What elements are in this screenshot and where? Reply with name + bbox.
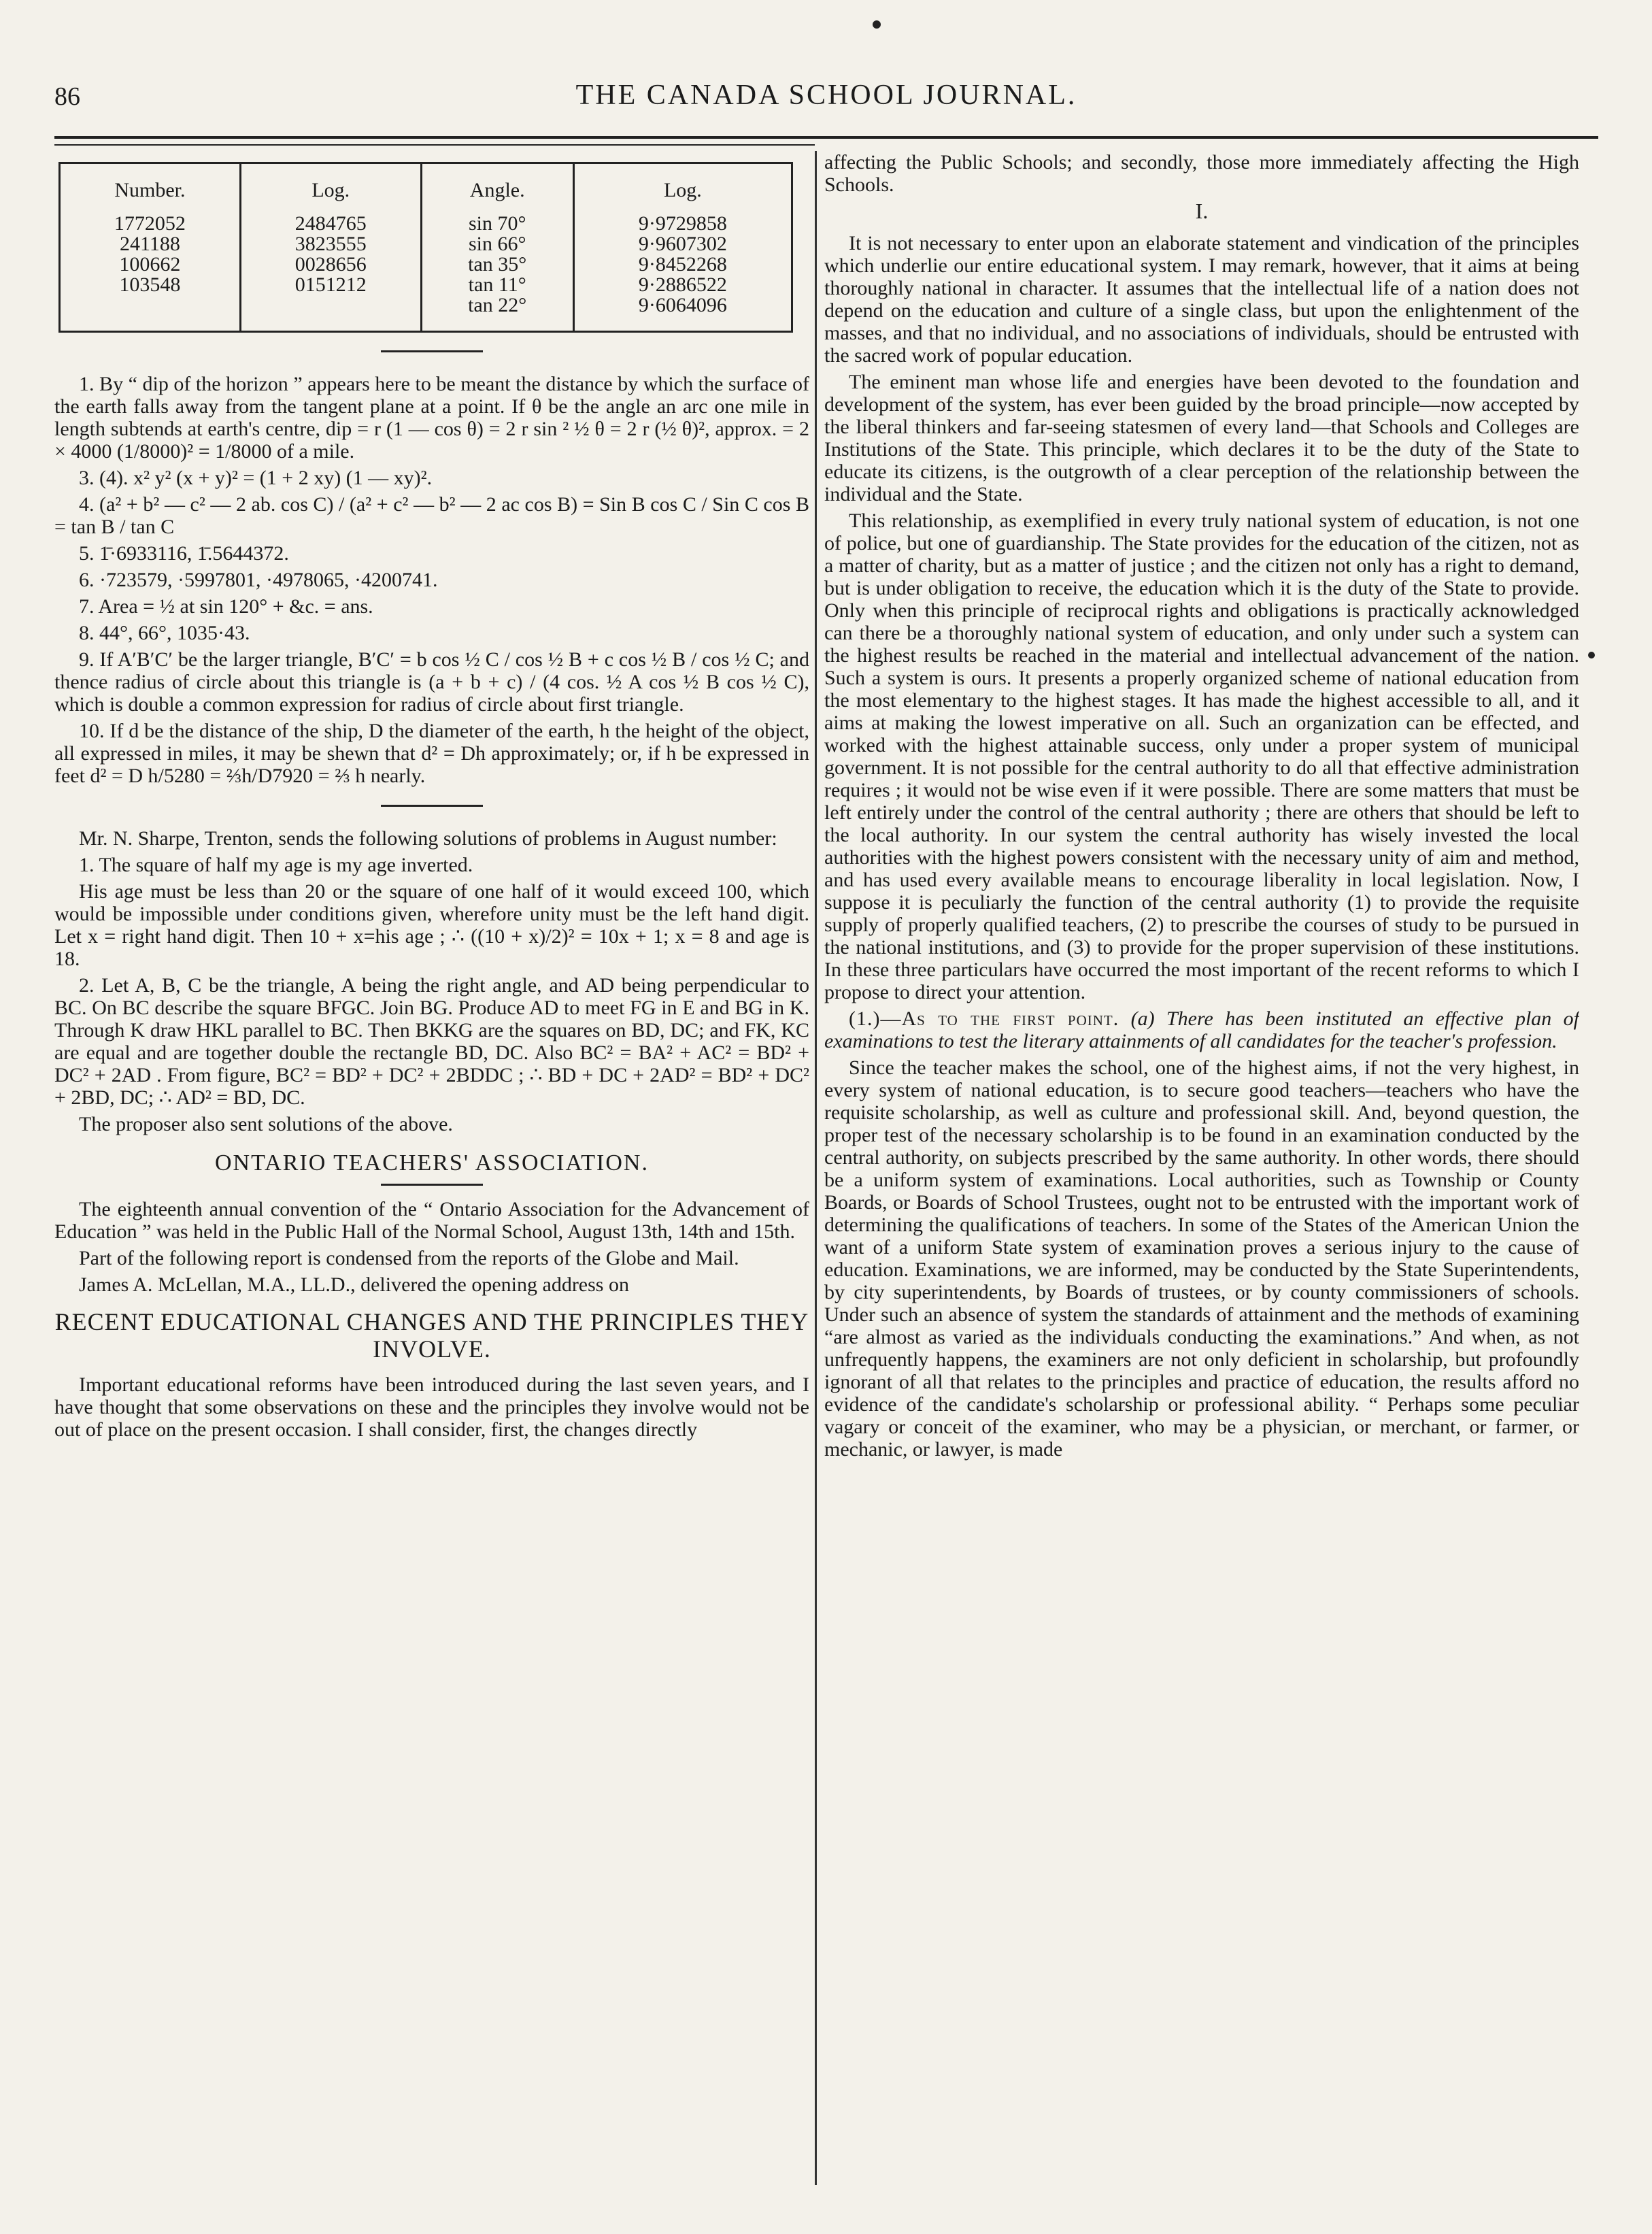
body-paragraph: This relationship, as exemplified in every truly national system of education, is not one of police, but one of guardianship. The State provides for the education of the citizen, not as a matter of charity, but as a matter of justice ; and the citizen not only has a right to demand, but is under obligation to receive, the education which it is the duty of the State to provide. Only when this principle of reciprocal rights and obligations is practically acknowledged can there be a thoroughly national system of education, and only under such a system can the highest results be reached in the material and intellectual advancement of the nation. Such a system is ours. It presents a properly organized scheme of national education from the most elementary to the highest stages. It has made the highest accessible to all, and it aims at making the lowest imperative on all. Such an organization can be effected, and worked with the highest attainable success, only under a proper system of municipal government. It is not possible for the central authority to do all that effective administration requires ; it would not be wise even if it were possible. There are some matters that must be left entirely under the control of the central authority ; there are others that should be left to the local authority. In our system the central authority has wisely invested the local authorities with the highest powers consistent with the necessary unity of aim and method, and has used every available means to encourage liberality in local legislation. Now, I suppose it is peculiarly the function of the central authority (1) to provide the requisite supply of properly qualified teachers, (2) to prescribe the courses of study to be pursued in the national institutions, and (3) to provide for the proper supervision of these institutions. In these three particulars have occurred the most important of the recent reforms to which I propose to direct your attention. [824, 510, 1579, 1003]
ota-paragraph: Part of the following report is condensed from the reports of the Globe and Mail. [79, 1247, 739, 1269]
table-cell: tan 22° [421, 295, 573, 332]
table-header-cell: Log. [240, 163, 421, 214]
table-row [60, 254, 792, 275]
sharpe-paragraph: 2. Let A, B, C be the triangle, A being the right angle, and AD being perpendicular to BC. On BC describe the square BFGC. Join BG. Produce AD to meet FG in E and BG in K. Through K draw HKL parallel to BC. Then BKKG are the squares on BD, DC; and FK, KC are equal and are together double the rectangle BD, DC. Also BC² = BA² + AC² = BD² + DC² + 2AD . From figure, BC² = BD² + DC² + 2BDDC ; ∴ BD + DC + 2AD² = BD² + DC² + 2BD, DC; ∴ AD² = BD, DC. [54, 974, 809, 1109]
column-divider [815, 151, 817, 2185]
solution-paragraph: 8. 44°, 66°, 1035·43. [79, 622, 250, 644]
body-paragraph: It is not necessary to enter upon an elaborate statement and vindication of the principles which underlie our entire educational system. I may remark, however, that it aims at being thoroughly national in character. It assumes that the intellectual life of a nation does not depend on the education and culture of a single class, but upon the enlightenment of the masses, and that no individual, and no associations of individuals, should be entrusted with the sacred work of popular education. [824, 232, 1579, 367]
table-cell: sin 66° [421, 234, 573, 254]
sharpe-paragraph: Mr. N. Sharpe, Trenton, sends the following solutions of problems in August number: [79, 827, 777, 850]
solution-paragraph: 3. (4). x² y² (x + y)² = (1 + 2 xy) (1 — xy)². [79, 467, 433, 489]
table-header-cell: Number. [114, 179, 186, 201]
table-header-cell: Angle. [421, 163, 573, 214]
solution-paragraph: 5. 1̄·6933116, 1̄.5644372. [79, 542, 289, 565]
table-cell: 9·6064096 [573, 295, 792, 332]
table-cell: tan 35° [421, 254, 573, 275]
section-separator [381, 350, 483, 352]
page-number: 86 [54, 82, 80, 111]
address-intro: Important educational reforms have been introduced during the last seven years, and I have thought that some observations on these and the principles they involve would not be out of place on the present occasion. I shall consider, first, the changes directly [54, 1373, 809, 1441]
left-column [54, 151, 809, 2185]
log-table [58, 162, 793, 333]
table-row [60, 214, 792, 234]
table-row [60, 275, 792, 295]
table-cell: 9·9607302 [573, 234, 792, 254]
section-separator [381, 1184, 483, 1186]
table-cell: 9·8452268 [573, 254, 792, 275]
table-cell: tan 11° [421, 275, 573, 295]
table-cell: 1772052 [114, 212, 186, 235]
table-header-cell: Log. [573, 163, 792, 214]
solution-paragraph: 9. If A′B′C′ be the larger triangle, B′C′ = b cos ½ C / cos ½ B + c cos ½ B / cos ½ C; and thence radius of circle about this triangle is (a + b + c) / (4 cos. ½ A cos ½ B cos ½ C), which is double a common expression for radius of circle about first triangle. [54, 648, 809, 716]
sharpe-paragraph: The proposer also sent solutions of the above. [79, 1113, 453, 1135]
solution-paragraph: 7. Area = ½ at sin 120° + &c. = ans. [79, 595, 373, 618]
section-separator [381, 805, 483, 807]
table-cell [60, 295, 241, 332]
header-rule-bottom [54, 144, 815, 146]
log-table-header [60, 163, 792, 214]
solution-paragraph: 6. ·723579, ·5997801, ·4978065, ·4200741. [79, 569, 438, 591]
table-cell: 103548 [119, 273, 181, 296]
table-row [60, 295, 792, 332]
roman-numeral-heading: I. [1195, 199, 1209, 223]
table-cell: 100662 [119, 253, 181, 276]
ink-speck-margin [1588, 652, 1595, 658]
address-title: RECENT EDUCATIONAL CHANGES AND THE PRINCIPLES THEY INVOLVE. [54, 1308, 809, 1363]
table-cell: 3823555 [240, 234, 421, 254]
point-italic-statement: (a) There has been instituted an effective plan of examinations to test the literary attainments of all candidates for the teacher's profession. [824, 1007, 1579, 1052]
right-column [824, 151, 1579, 2185]
section-heading-ota: ONTARIO TEACHERS' ASSOCIATION. [215, 1150, 649, 1176]
sharpe-paragraph: 1. The square of half my age is my age inverted. [79, 854, 473, 876]
table-row [60, 234, 792, 254]
table-cell [240, 295, 421, 332]
table-cell: 2484765 [240, 214, 421, 234]
ota-paragraph: James A. McLellan, M.A., LL.D., delivered the opening address on [79, 1273, 629, 1296]
sharpe-paragraph: His age must be less than 20 or the square of one half of it would exceed 100, which would be impossible under conditions given, wherefore unity must be the left hand digit. Let x = right hand digit. Then 10 + x=his age ; ∴ ((10 + x)/2)² = 10x + 1; x = 8 and age is 18. [54, 880, 809, 970]
ink-speck-top [873, 20, 881, 29]
table-cell: 0151212 [240, 275, 421, 295]
table-cell: sin 70° [421, 214, 573, 234]
continuation-paragraph: affecting the Public Schools; and secondly, those more immediately affecting the High Schools. [824, 151, 1579, 196]
solution-paragraph: 1. By “ dip of the horizon ” appears here to be meant the distance by which the surface of the earth falls away from the tangent plane at a point. If θ be the angle an arc one mile in length subtends at earth's centre, dip = r (1 — cos θ) = 2 r sin ² ½ θ = 2 r (½ θ)², approx. = 2 × 4000 (1/8000)² = 1/8000 of a mile. [54, 373, 809, 463]
body-paragraph: Since the teacher makes the school, one of the highest aims, if not the very highest, in every system of national education, is to secure good teachers—teachers who have the requisite scholarship, as well as culture and professional skill. And, beyond question, the proper test of the necessary scholarship is to be found in an examination conducted by the central authority, on subjects prescribed by the same authority. In other words, there should be a uniform system of examinations. Local authorities, such as Township or County Boards, or Boards of School Trustees, ought not to be entrusted with the important work of determining the qualifications of teachers. In some of the States of the American Union the want of a uniform State system of examination proves a serious injury to the cause of education. Examinations, we are informed, may be conducted by the State Superintendents, by city superintendents, by Boards of trustees, or by county commissioners of schools. Under such an absence of system the standards of attainment and the methods of examining “are almost as varied as the individuals conducting the examinations.” And when, as not unfrequently happens, the examiners are not only deficient in scholarship, but profoundly ignorant of all that relates to the principles and practice of education, the results afford no evidence of the candidate's scholarship or professional ability. “ Perhaps some peculiar vagary or conceit of the examiner, who may be a physician, or merchant, or farmer, or mechanic, or lawyer, is made [824, 1056, 1579, 1461]
header-rule-top [54, 136, 1598, 139]
table-cell: 0028656 [240, 254, 421, 275]
ota-paragraph: The eighteenth annual convention of the “ Ontario Association for the Advancement of Education ” was held in the Public Hall of the Normal School, August 13th, 14th and 15th. [54, 1198, 809, 1243]
point-lead: (1.)—As to the first point. [849, 1007, 1119, 1030]
table-cell: 241188 [119, 233, 180, 255]
point-paragraph [824, 1007, 1579, 1052]
solution-paragraph: 4. (a² + b² — c² — 2 ab. cos C) / (a² + c² — b² — 2 ac cos B) = Sin B cos C / Sin C cos B = tan B / tan C [54, 493, 809, 538]
solution-paragraph: 10. If d be the distance of the ship, D the diameter of the earth, h the height of the object, all expressed in miles, it may be shewn that d² = Dh approximately; or, if h be expressed in feet d² = D h/5280 = ⅔h/D7920 = ⅔ h nearly. [54, 720, 809, 787]
page-header [54, 73, 1598, 121]
table-cell: 9·2886522 [573, 275, 792, 295]
body-paragraph: The eminent man whose life and energies have been devoted to the foundation and development of the system, has ever been guided by the broad principle—now accepted by the liberal thinkers and far-seeing statesmen of every land—that Schools and Colleges are Institutions of the State. This principle, which declares it to be the duty of the State to educate its citizens, is the outgrowth of a clear perception of the relationship between the individual and the State. [824, 371, 1579, 505]
table-cell: 9·9729858 [573, 214, 792, 234]
journal-title: THE CANADA SCHOOL JOURNAL. [575, 80, 1077, 111]
